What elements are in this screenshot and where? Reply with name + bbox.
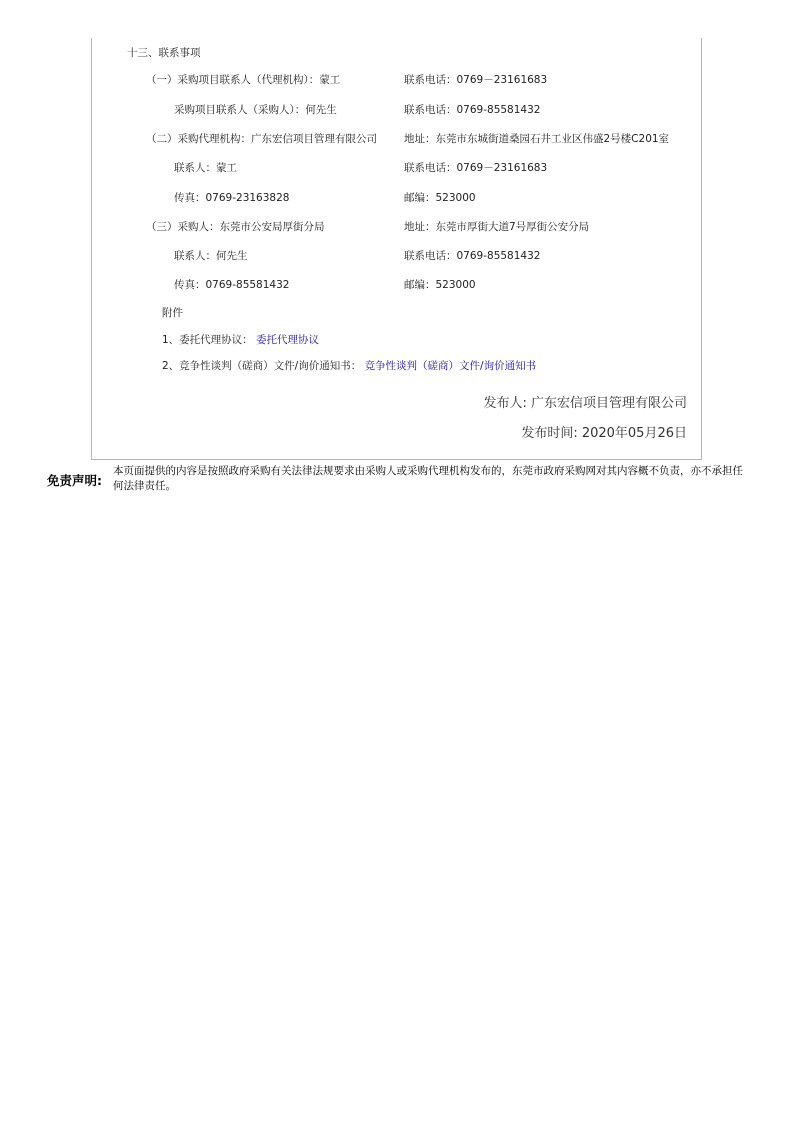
- publish-time: 发布时间: 2020年05月26日: [521, 426, 687, 441]
- purchaser-address: 地址：东莞市厚街大道7号厚街公安分局: [404, 221, 590, 233]
- purchaser-name: （三）采购人：东莞市公安局厚街分局: [146, 221, 325, 233]
- attachment-item-2: [162, 359, 536, 373]
- attachment-2-label: 2、竞争性谈判（磋商）文件/询价通知书：: [162, 360, 362, 372]
- purchaser-person: 联系人：何先生: [174, 250, 248, 262]
- attachment-1-label: 1、委托代理协议：: [162, 334, 253, 346]
- agency-address: 地址：东莞市东城街道桑园石井工业区伟盛2号楼C201室: [404, 133, 670, 145]
- attachment-1-link[interactable]: 委托代理协议: [256, 334, 320, 346]
- publisher: 发布人: 广东宏信项目管理有限公司: [483, 396, 687, 411]
- disclaimer-text: 本页面提供的内容是按照政府采购有关法律法规要求由采购人或采购代理机构发布的，东莞市政府采购网对其内容概不负责，亦不承担任何法律责任。: [113, 465, 743, 492]
- agency-postcode: 邮编：523000: [404, 192, 476, 204]
- section-title: 十三、联系事项: [127, 47, 201, 59]
- attachment-2-link[interactable]: 竞争性谈判（磋商）文件/询价通知书: [364, 360, 537, 372]
- attachments-title: 附件: [162, 307, 183, 319]
- purchaser-postcode: 邮编：523000: [404, 279, 476, 291]
- agency-contact-phone: 联系电话：0769－23161683: [404, 74, 548, 86]
- purchaser-contact-label: 采购项目联系人（采购人）：何先生: [174, 104, 337, 116]
- agency-fax: 传真：0769-23163828: [174, 192, 290, 204]
- attachment-item-1: [162, 333, 319, 347]
- agency-person: 联系人：蒙工: [174, 162, 237, 174]
- disclaimer-label: 免责声明:: [47, 473, 102, 488]
- agency-contact-label: （一）采购项目联系人（代理机构）：蒙工: [146, 74, 341, 86]
- agency-name: （二）采购代理机构：广东宏信项目管理有限公司: [146, 133, 377, 145]
- purchaser-phone: 联系电话：0769-85581432: [404, 250, 541, 262]
- agency-phone: 联系电话：0769－23161683: [404, 162, 548, 174]
- purchaser-contact-phone: 联系电话：0769-85581432: [404, 104, 541, 116]
- purchaser-fax: 传真：0769-85581432: [174, 279, 290, 291]
